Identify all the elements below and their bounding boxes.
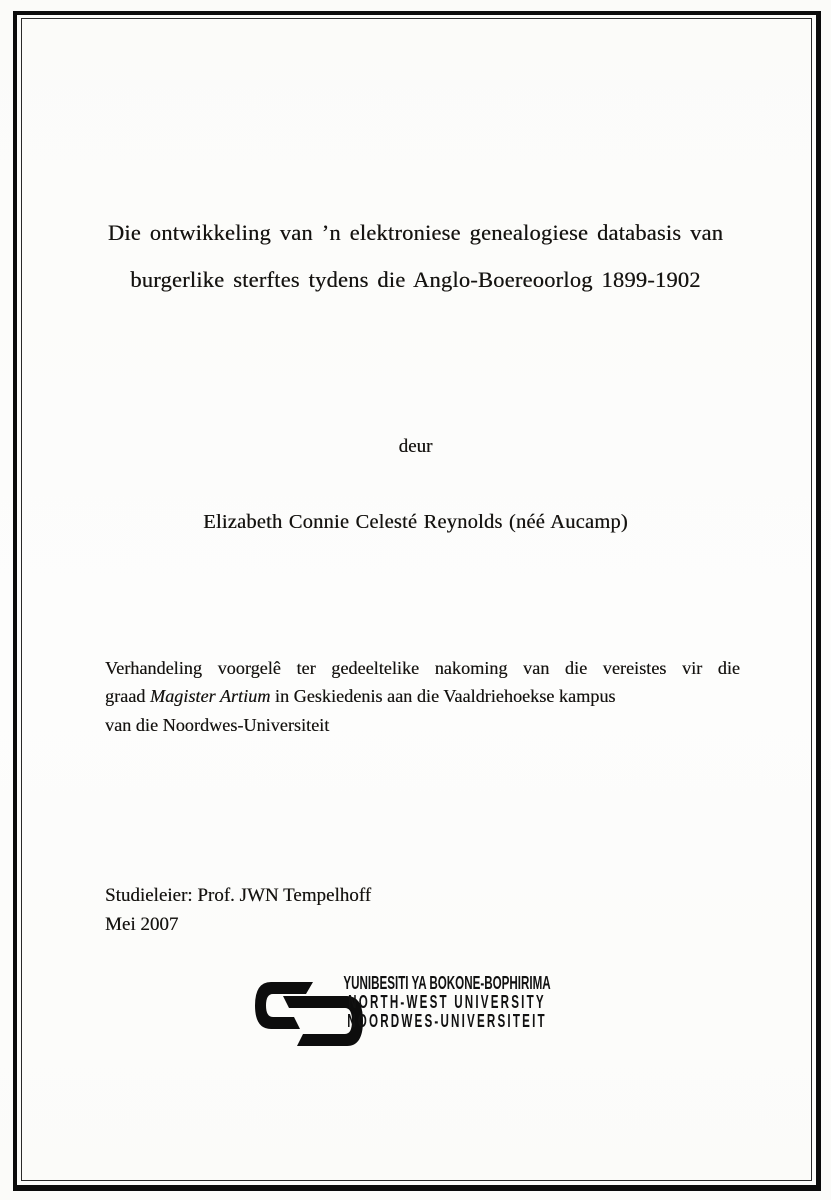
logo-line-afrikaans: NOORDWES-UNIVERSITEIT: [347, 1010, 547, 1031]
degree-prefix: graad: [105, 686, 150, 707]
logo-line-setswana: YUNIBESITI YA BOKONE-BOPHIRIMA: [343, 973, 551, 993]
degree-name: Magister Artium: [149, 686, 271, 707]
university-logo-text: [318, 974, 576, 1030]
supervisor-line: Studieleier: Prof. JWN Tempelhoff: [105, 885, 372, 906]
thesis-title: [40, 209, 791, 303]
logo-line-english: NORTH-WEST UNIVERSITY: [348, 991, 546, 1012]
supervisor-block: [105, 882, 371, 939]
byline-label: deur: [398, 436, 433, 457]
date-line: Mei 2007: [105, 913, 179, 935]
title-line-1: Die ontwikkeling van ’n elektroniese genealogiese databasis van: [107, 220, 724, 245]
submission-line-2: [105, 682, 740, 710]
submission-line-1: Verhandeling voorgelê ter gedeeltelike nakoming van die vereistes vir die: [105, 658, 740, 678]
degree-suffix: in Geskiedenis aan die Vaaldriehoekse kampus: [270, 686, 616, 707]
submission-line-3: van die Noordwes-Universiteit: [105, 714, 330, 735]
submission-statement: [105, 654, 740, 739]
author-name: Elizabeth Connie Celesté Reynolds (néé Aucamp): [203, 511, 628, 533]
title-line-2: burgerlike sterftes tydens die Anglo-Boereoorlog 1899-1902: [130, 267, 701, 292]
